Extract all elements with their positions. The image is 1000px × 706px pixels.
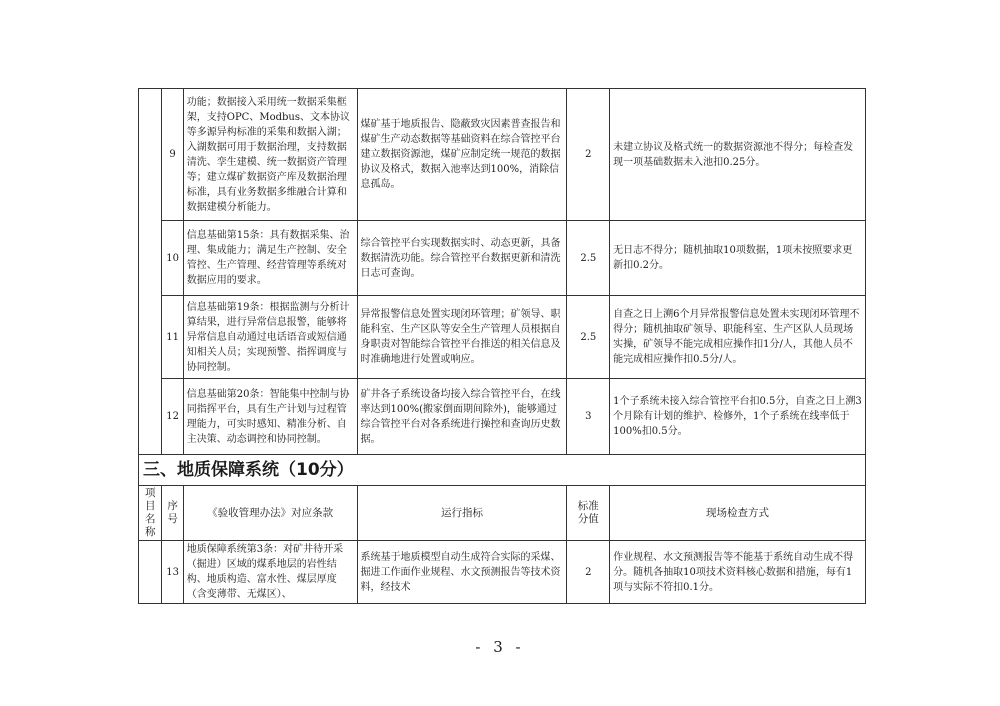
article-cell: 信息基础第19条：根据监测与分析计算结果，进行异常信息报警，能够将异常信息自动通过电话语音或短信通知相关人员；实现预警、指挥调度与协同控制。 xyxy=(183,296,357,379)
check-method-cell: 作业规程、水文预测报告等不能基于系统自动生成不得分。随机各抽取10项技术资料核心数据和措施，每有1项与实际不符扣0.1分。 xyxy=(610,541,866,604)
score-cell: 3 xyxy=(567,379,610,455)
table-row xyxy=(139,221,866,296)
score-cell: 2.5 xyxy=(567,296,610,379)
header-project-name-text: 项目名称 xyxy=(144,487,156,538)
section-heading-row xyxy=(139,455,866,486)
indicator-cell: 系统基于地质模型自动生成符合实际的采煤、掘进工作面作业规程、水文预测报告等技术资料，经技术 xyxy=(357,541,567,604)
project-name-cell xyxy=(139,89,162,455)
row-number: 9 xyxy=(162,89,183,221)
header-score-text: 标准分值 xyxy=(577,500,599,525)
indicator-cell: 异常报警信息处置实现闭环管理；矿领导、职能科室、生产区队等安全生产管理人员根据自身职责对智能综合管控平台推送的相关信息及时准确地进行处置或响应。 xyxy=(357,296,567,379)
header-check: 现场检查方式 xyxy=(610,486,866,541)
article-cell: 信息基础第15条：具有数据采集、治理、集成能力；满足生产控制、安全管控、生产管理、经营管理等系统对数据应用的要求。 xyxy=(183,221,357,296)
check-method-cell: 无日志不得分；随机抽取10项数据，1项未按照要求更新扣0.2分。 xyxy=(610,221,866,296)
check-method-cell: 未建立协议及格式统一的数据资源池不得分；每检查发现一项基础数据未入池扣0.25分。 xyxy=(610,89,866,221)
row-number: 13 xyxy=(162,541,183,604)
header-indicator: 运行指标 xyxy=(357,486,567,541)
check-method-cell: 自查之日上溯6个月异常报警信息处置未实现闭环管理不得分；随机抽取矿领导、职能科室、生产区队人员现场实操，矿领导不能完成相应操作扣1分/人，其他人员不能完成相应操作扣0.5分/人。 xyxy=(610,296,866,379)
check-method-cell: 1个子系统未接入综合管控平台扣0.5分，自查之日上溯3个月除有计划的维护、检修外，1个子系统在线率低于100%扣0.5分。 xyxy=(610,379,866,455)
header-no-text: 序号 xyxy=(167,500,178,525)
header-no xyxy=(162,486,183,541)
article-cell: 地质保障系统第3条：对矿井待开采（掘进）区域的煤系地层的岩性结构、地质构造、富水性、煤层厚度（含变薄带、无煤区）、 xyxy=(183,541,357,604)
acceptance-table xyxy=(138,88,866,604)
score-cell: 2 xyxy=(567,89,610,221)
row-number: 10 xyxy=(162,221,183,296)
score-cell: 2.5 xyxy=(567,221,610,296)
table-row xyxy=(139,89,866,221)
indicator-cell: 矿井各子系统设备均接入综合管控平台，在线率达到100%(搬家倒面期间除外)，能够通过综合管控平台对各系统进行操控和查询历史数据。 xyxy=(357,379,567,455)
table-header-row xyxy=(139,486,866,541)
table-row xyxy=(139,541,866,604)
section-title: 三、地质保障系统（10分） xyxy=(139,455,866,486)
page-number: - 3 - xyxy=(475,638,525,656)
header-score xyxy=(567,486,610,541)
score-cell: 2 xyxy=(567,541,610,604)
table-row xyxy=(139,296,866,379)
header-article: 《验收管理办法》对应条款 xyxy=(183,486,357,541)
row-number: 12 xyxy=(162,379,183,455)
project-name-cell xyxy=(139,541,162,604)
row-number: 11 xyxy=(162,296,183,379)
header-project-name xyxy=(139,486,162,541)
table-row xyxy=(139,379,866,455)
article-cell: 信息基础第20条：智能集中控制与协同指挥平台，具有生产计划与过程管理能力，可实时感知、精准分析、自主决策、动态调控和协同控制。 xyxy=(183,379,357,455)
article-cell: 功能；数据接入采用统一数据采集框架，支持OPC、Modbus、文本协议等多源异构标准的采集和数据入湖；入湖数据可用于数据治理，支持数据清洗、孪生建模、统一数据资产管理等；建立煤矿数据资产库及数据治理标准，具有业务数据多维融合计算和数据建模分析能力。 xyxy=(183,89,357,221)
indicator-cell: 煤矿基于地质报告、隐蔽致灾因素普查报告和煤矿生产动态数据等基础资料在综合管控平台建立数据资源池，煤矿应制定统一规范的数据协议及格式，数据入池率达到100%，消除信息孤岛。 xyxy=(357,89,567,221)
indicator-cell: 综合管控平台实现数据实时、动态更新，具备数据清洗功能。综合管控平台数据更新和清洗日志可查询。 xyxy=(357,221,567,296)
